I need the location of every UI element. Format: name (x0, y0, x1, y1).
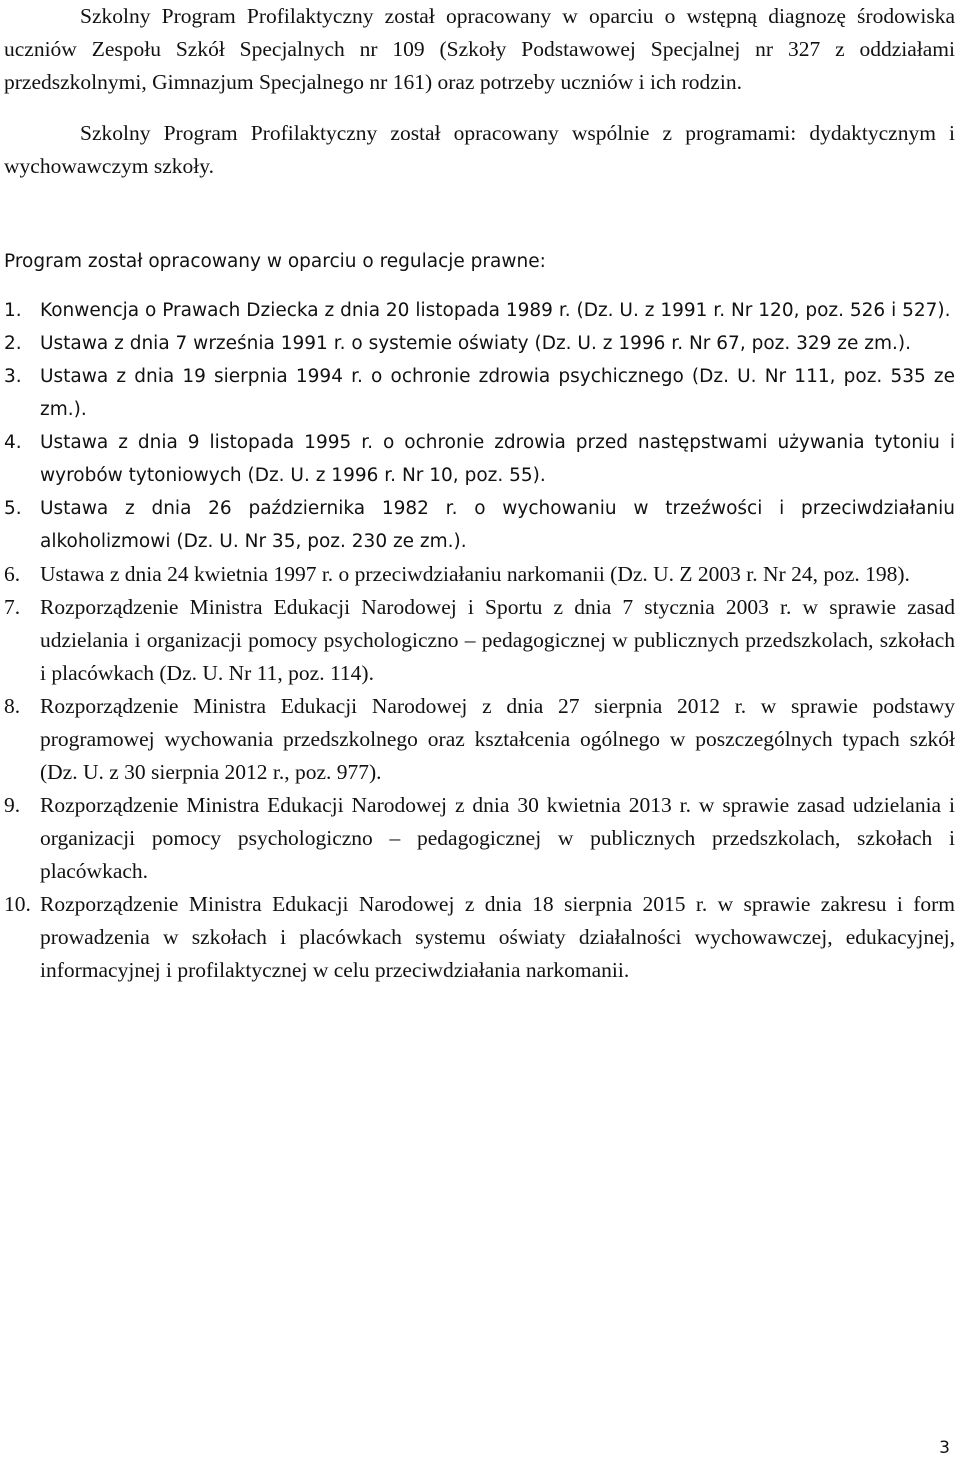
list-item-number: 9. (4, 793, 21, 817)
list-item-number: 4. (4, 432, 22, 453)
list-item-text: Rozporządzenie Ministra Edukacji Narodowej z dnia 18 sierpnia 2015 r. w sprawie zakresu i form prowadzenia w szkołach i placówkach systemu oświaty działalności wychowawczej, edukacyjnej, informacyjnej i profilaktycznej w celu przeciwdziałania narkomanii. (40, 892, 955, 982)
document-page (4, 0, 955, 987)
legal-basis-intro: Program został opracowany w oparciu o regulacje prawne: (4, 251, 546, 272)
list-item-number: 7. (4, 595, 21, 619)
list-item-number: 8. (4, 694, 21, 718)
list-item-number: 5. (4, 498, 22, 519)
paragraph-diagnosis: Szkolny Program Profilaktyczny został opracowany w oparciu o wstępną diagnozę środowiska uczniów Zespołu Szkół Specjalnych nr 109 (Szkoły Podstawowej Specjalnej nr 327 z oddziałami przedszkolnymi, Gimnazjum Specjalnego nr 161) oraz potrzeby uczniów i ich rodzin. (4, 4, 955, 94)
list-item (4, 888, 955, 987)
legal-regulations-list (4, 294, 955, 987)
list-item (4, 327, 955, 360)
page-number: 3 (939, 1438, 950, 1458)
list-item-text: Ustawa z dnia 7 września 1991 r. o systemie oświaty (Dz. U. z 1996 r. Nr 67, poz. 329 ze zm.). (40, 333, 911, 354)
list-item (4, 789, 955, 888)
list-item-text: Rozporządzenie Ministra Edukacji Narodowej z dnia 30 kwietnia 2013 r. w sprawie zasad udzielania i organizacji pomocy psychologiczno – pedagogicznej w publicznych przedszkolach, szkołach i placówkach. (40, 793, 955, 883)
list-item-text: Ustawa z dnia 26 października 1982 r. o wychowaniu w trzeźwości i przeciwdziałaniu alkoholizmowi (Dz. U. Nr 35, poz. 230 ze zm.). (40, 498, 955, 552)
list-item (4, 690, 955, 789)
list-item-number: 10. (4, 892, 31, 916)
list-item (4, 426, 955, 492)
list-item (4, 558, 955, 591)
list-item-number: 1. (4, 300, 22, 321)
paragraph-programs: Szkolny Program Profilaktyczny został opracowany wspólnie z programami: dydaktycznym i wychowawczym szkoły. (4, 121, 955, 178)
list-item (4, 492, 955, 558)
list-item-number: 2. (4, 333, 22, 354)
list-item-text: Rozporządzenie Ministra Edukacji Narodowej z dnia 27 sierpnia 2012 r. w sprawie podstawy programowej wychowania przedszkolnego oraz kształcenia ogólnego w poszczególnych typach szkół (Dz. U. z 30 sierpnia 2012 r., poz. 977). (40, 694, 955, 784)
list-item-text: Ustawa z dnia 19 sierpnia 1994 r. o ochronie zdrowia psychicznego (Dz. U. Nr 111, poz. 535 ze zm.). (40, 366, 955, 420)
list-item (4, 294, 955, 327)
list-item-text: Ustawa z dnia 24 kwietnia 1997 r. o przeciwdziałaniu narkomanii (Dz. U. Z 2003 r. Nr 24, poz. 198). (40, 562, 910, 586)
list-item-number: 6. (4, 562, 21, 586)
list-item-number: 3. (4, 366, 22, 387)
list-item-text: Konwencja o Prawach Dziecka z dnia 20 listopada 1989 r. (Dz. U. z 1991 r. Nr 120, poz. 526 i 527). (40, 300, 951, 321)
list-item (4, 591, 955, 690)
list-item-text: Rozporządzenie Ministra Edukacji Narodowej i Sportu z dnia 7 stycznia 2003 r. w sprawie zasad udzielania i organizacji pomocy psychologiczno – pedagogicznej w publicznych przedszkolach, szkołach i placówkach (Dz. U. Nr 11, poz. 114). (40, 595, 955, 685)
list-item (4, 360, 955, 426)
list-item-text: Ustawa z dnia 9 listopada 1995 r. o ochronie zdrowia przed następstwami używania tytoniu i wyrobów tytoniowych (Dz. U. z 1996 r. Nr 10, poz. 55). (40, 432, 955, 486)
